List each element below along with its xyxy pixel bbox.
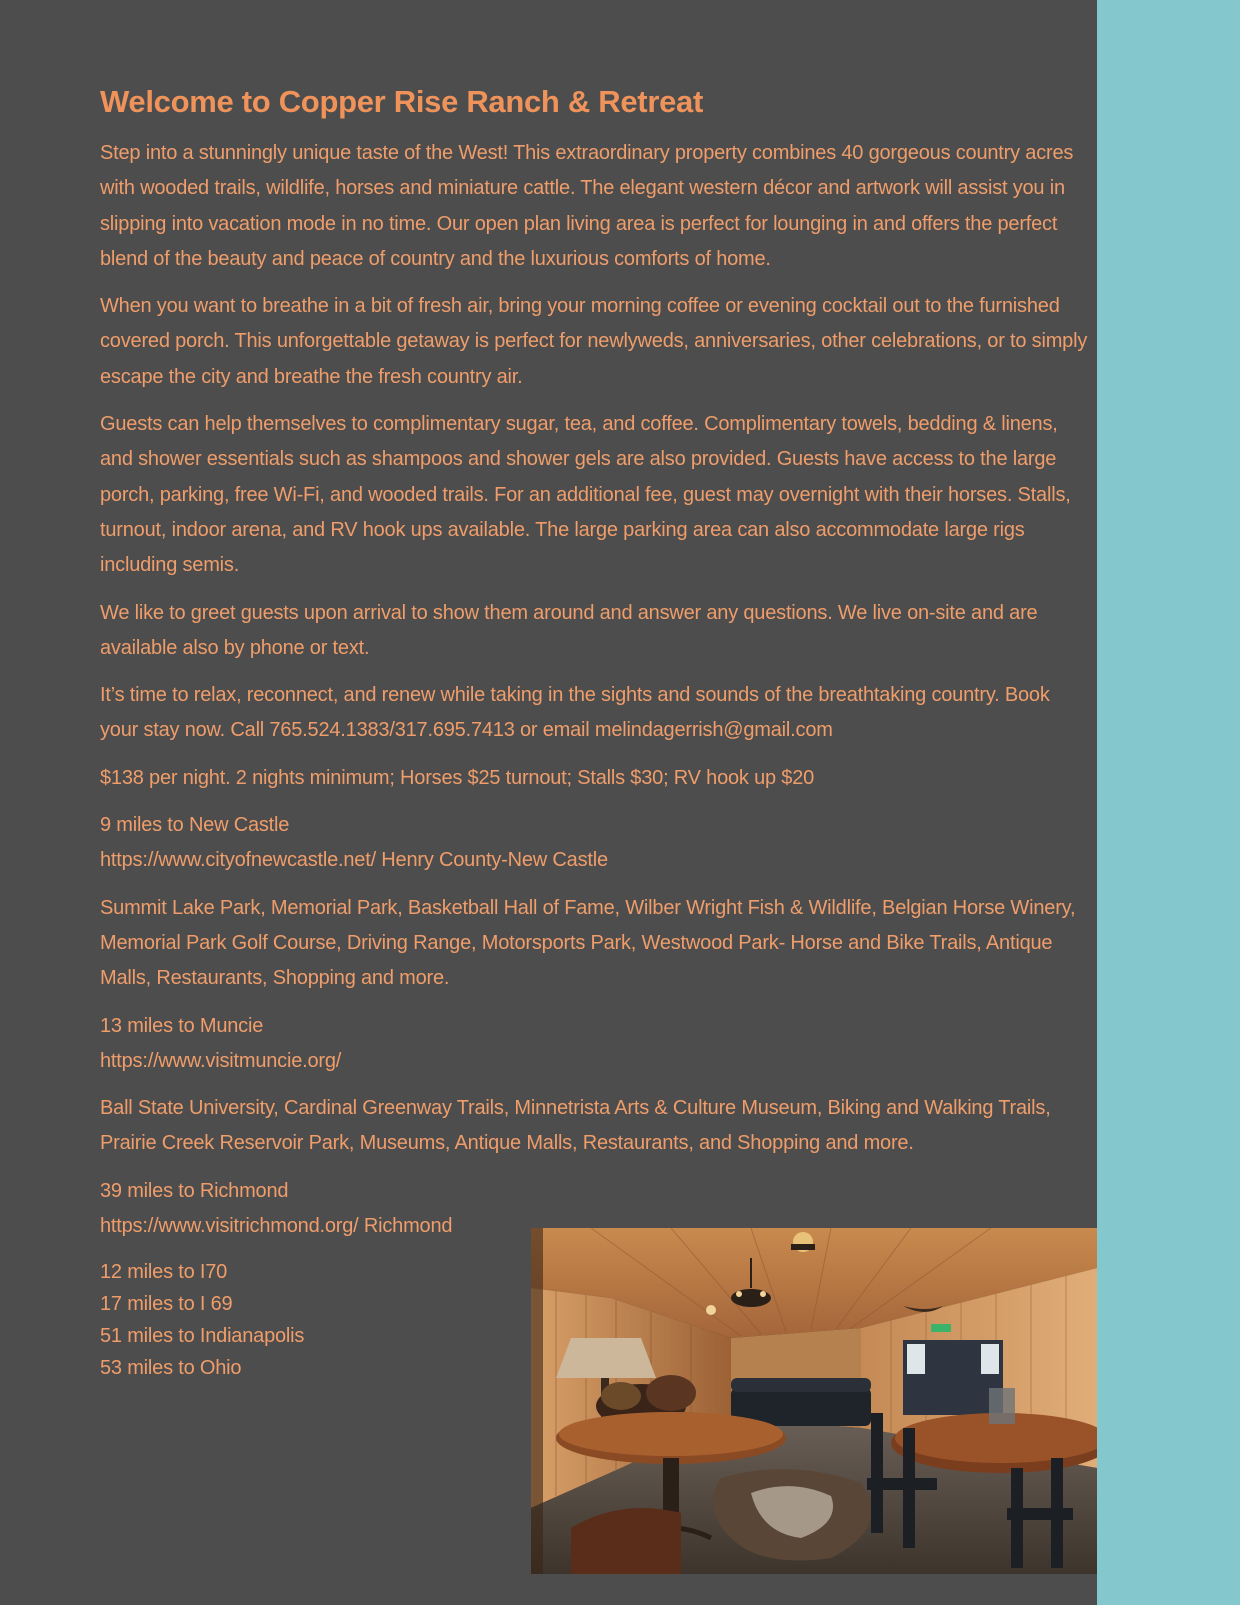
richmond-distance: 39 miles to Richmond [100,1179,289,1202]
distance-item: 12 miles to I70 [100,1261,228,1284]
page-title: Welcome to Copper Rise Ranch & Retreat [100,84,703,119]
greeting-paragraph: We like to greet guests upon arrival to show them around and answer any questions. We live on-site and are available also by phone or text. [100,601,1038,659]
new-castle-distance: 9 miles to New Castle [100,814,290,837]
distance-item: 53 miles to Ohio [100,1357,242,1380]
intro-paragraph: Step into a stunningly unique taste of the West! This extraordinary property combines 40 gorgeous country acres with wooded trails, wildlife, horses and miniature cattle. The elegant western décor and artwork will assist you in slipping into vacation mode in no time. Our open plan living area is perfect for lounging in and offers the perfect blend of the beauty and peace of country and the luxurious comforts of home. [100,142,1074,270]
new-castle-link[interactable]: https://www.cityofnewcastle.net/ Henry County-New Castle [100,849,608,872]
side-color-band [1097,0,1240,1605]
booking-paragraph: It’s time to relax, reconnect, and renew while taking in the sights and sounds of the breathtaking country. Book your stay now. Call 765.524.1383/317.695.7413 or email melindagerrish@gmail.com [100,684,1050,742]
porch-paragraph: When you want to breathe in a bit of fresh air, bring your morning coffee or evening cocktail out to the furnished covered porch. This unforgettable getaway is perfect for newlyweds, anniversaries, other celebrations, or to simply escape the city and breathe the fresh country air. [100,295,1088,388]
amenities-paragraph: Guests can help themselves to complimentary sugar, tea, and coffee. Complimentary towels, bedding & linens, and shower essentials such as shampoos and shower gels are also provided. Guests have access to the large porch, parking, free Wi-Fi, and wooded trails. For an additional fee, guest may overnight with their horses. Stalls, turnout, indoor arena, and RV hook ups available. The large parking area can also accommodate large rigs including semis. [100,413,1071,577]
muncie-distance: 13 miles to Muncie [100,1014,264,1037]
richmond-link[interactable]: https://www.visitrichmond.org/ Richmond [100,1215,453,1238]
muncie-block [100,1009,1092,1080]
pricing-paragraph: $138 per night. 2 nights minimum; Horses $25 turnout; Stalls $30; RV hook up $20 [100,766,815,789]
new-castle-attractions: Summit Lake Park, Memorial Park, Basketball Hall of Fame, Wilber Wright Fish & Wildlife, Belgian Horse Winery, Memorial Park Golf Course, Driving Range, Motorsports Park, Westwood Park- Horse and Bike Trails, Antique Malls, Restaurants, Shopping and more. [100,896,1076,990]
muncie-link[interactable]: https://www.visitmuncie.org/ [100,1049,342,1072]
muncie-attractions: Ball State University, Cardinal Greenway Trails, Minnetrista Arts & Culture Museum, Biking and Walking Trails, Prairie Creek Reservoir Park, Museums, Antique Malls, Restaurants, and Shopping and more. [100,1097,1051,1155]
distance-item: 17 miles to I 69 [100,1293,233,1316]
document-body [100,82,1092,1384]
interior-photo [531,1228,1097,1574]
new-castle-block [100,808,1092,879]
distance-item: 51 miles to Indianapolis [100,1325,305,1348]
